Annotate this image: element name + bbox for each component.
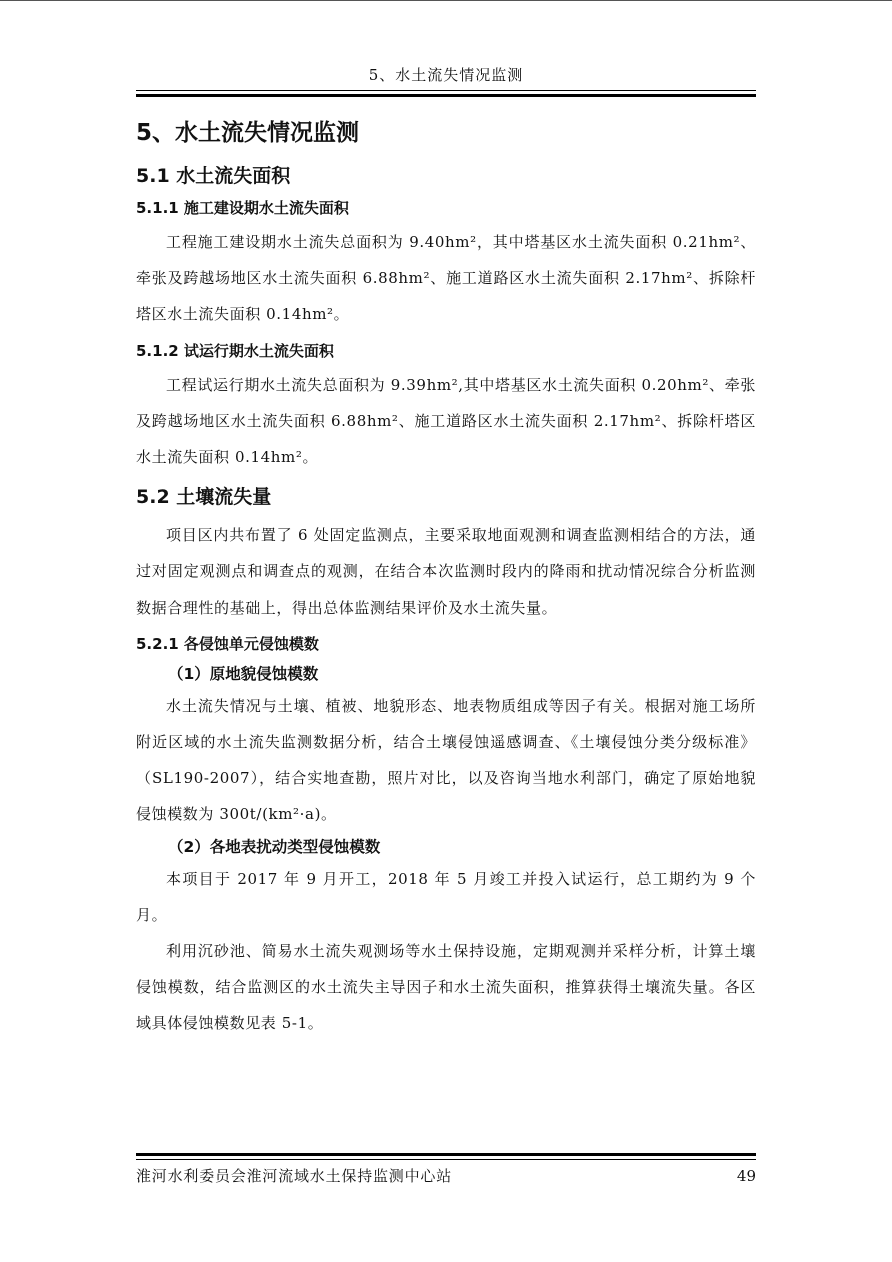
section-5-1-1-paragraph: 工程施工建设期水土流失总面积为 9.40hm²，其中塔基区水土流失面积 0.21hm²、牵张及跨越场地区水土流失面积 6.88hm²、施工道路区水土流失面积 2.17hm²、拆除杆塔区水土流失面积 0.14hm²。 xyxy=(136,233,756,324)
header-rule-thin xyxy=(136,90,756,91)
running-header: 5、水土流失情况监测 xyxy=(368,66,524,84)
header-rule-thick xyxy=(136,94,756,97)
footer-rule-thin xyxy=(136,1159,756,1160)
section-5-2-title: 5.2 土壤流失量 xyxy=(136,486,272,509)
page-top-edge xyxy=(0,0,892,1)
section-5-1-title: 5.1 水土流失面积 xyxy=(136,165,291,187)
footer-rule-thick xyxy=(136,1153,756,1156)
page-number: 49 xyxy=(736,1167,756,1185)
section-5-1-1-title: 5.1.1 施工建设期水土流失面积 xyxy=(136,199,349,217)
section-5-2-1-title: 5.2.1 各侵蚀单元侵蚀模数 xyxy=(136,634,319,653)
item-1-title: （1）原地貌侵蚀模数 xyxy=(168,664,319,683)
page-content xyxy=(136,116,756,1042)
item-2-title: （2）各地表扰动类型侵蚀模数 xyxy=(168,837,381,856)
section-5-2-intro: 项目区内共布置了 6 处固定监测点，主要采取地面观测和调查监测相结合的方法，通过对固定观测点和调查点的观测，在结合本次监测时段内的降雨和扰动情况综合分析监测数据合理性的基础上，得出总体监测结果评价及水土流失量。 xyxy=(136,526,756,617)
chapter-title: 5、水土流失情况监测 xyxy=(136,120,360,146)
section-5-1-2-title: 5.1.2 试运行期水土流失面积 xyxy=(136,341,334,360)
item-2-paragraph-2: 利用沉砂池、简易水土流失观测场等水土保持设施，定期观测并采样分析，计算土壤侵蚀模数，结合监测区的水土流失主导因子和水土流失面积，推算获得土壤流失量。各区域具体侵蚀模数见表 5-1。 xyxy=(136,942,756,1033)
item-1-paragraph: 水土流失情况与土壤、植被、地貌形态、地表物质组成等因子有关。根据对施工场所附近区域的水土流失监测数据分析，结合土壤侵蚀遥感调查、《土壤侵蚀分类分级标准》（SL190-2007），结合实地查勘，照片对比，以及咨询当地水利部门，确定了原始地貌侵蚀模数为 300t/(km²·a)。 xyxy=(136,696,756,824)
footer-organization: 淮河水利委员会淮河流域水土保持监测中心站 xyxy=(136,1167,453,1185)
item-2-paragraph-1: 本项目于 2017 年 9 月开工，2018 年 5 月竣工并投入试运行，总工期约为 9 个月。 xyxy=(136,869,756,924)
section-5-1-2-paragraph: 工程试运行期水土流失总面积为 9.39hm²,其中塔基区水土流失面积 0.20hm²、牵张及跨越场地区水土流失面积 6.88hm²、施工道路区水土流失面积 2.17hm²、拆除杆塔区水土流失面积 0.14hm²。 xyxy=(136,375,756,467)
